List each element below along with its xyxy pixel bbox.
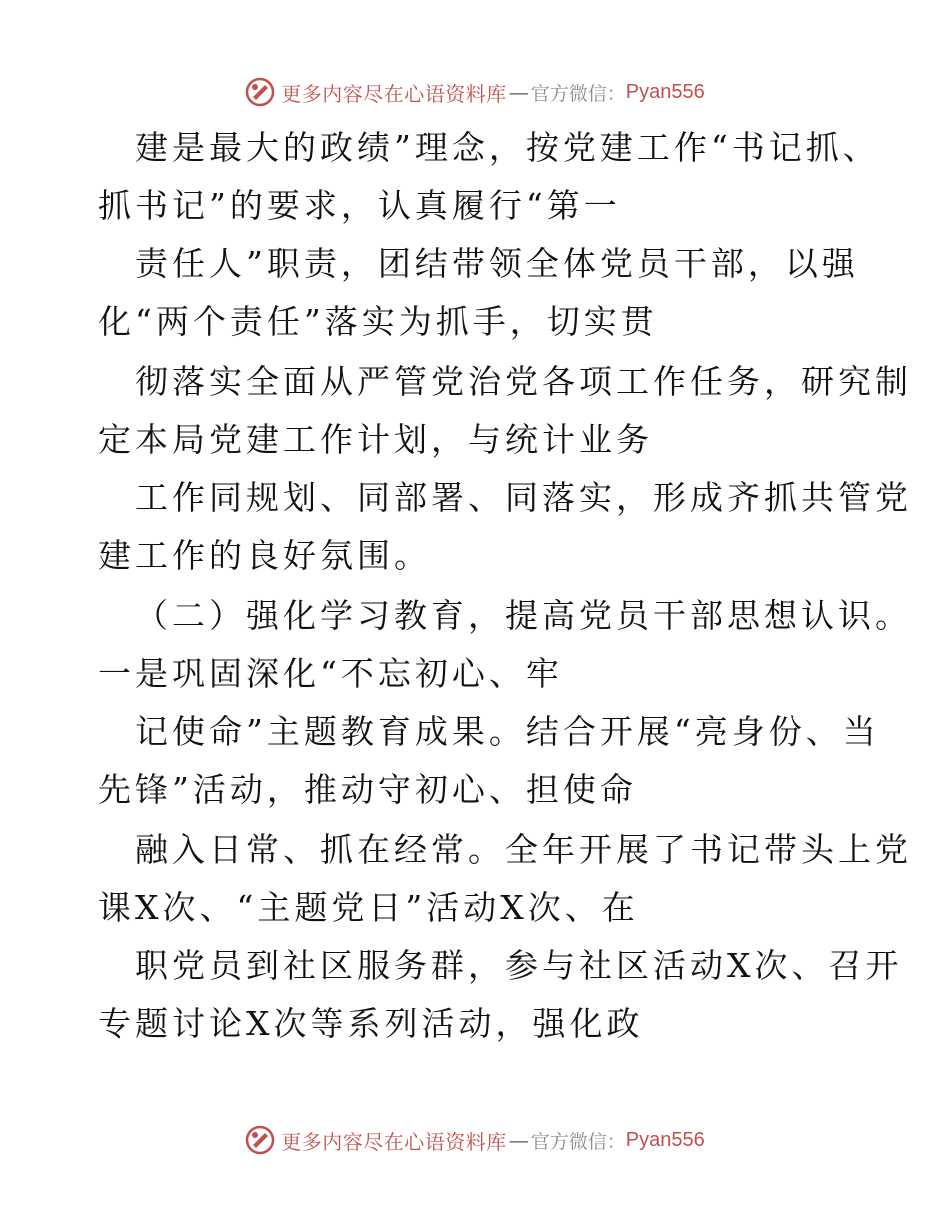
header-watermark bbox=[0, 72, 950, 112]
text-line: 彻落实全面从严管党治党各项工作任务，研究制 bbox=[135, 362, 912, 401]
text-line: 建工作的良好氛围。 bbox=[98, 536, 431, 575]
text-line: 化“两个责任”落实为抓手，切实贯 bbox=[98, 302, 658, 341]
seal-logo-icon bbox=[245, 77, 275, 107]
watermark-id: Pyan556 bbox=[625, 1128, 705, 1151]
section-heading: （二）强化学习教育，提高党员干部思想认识。 bbox=[135, 596, 912, 635]
text-line: 先锋”活动，推动守初心、担使命 bbox=[98, 770, 637, 809]
watermark-id: Pyan556 bbox=[625, 80, 705, 103]
text-line: 课X次、“主题党日”活动X次、在 bbox=[98, 888, 639, 927]
footer-watermark bbox=[0, 1120, 950, 1160]
text-line: 建是最大的政绩”理念，按党建工作“书记抓、 bbox=[135, 128, 880, 167]
text-line: 一是巩固深化“不忘初心、牢 bbox=[98, 654, 563, 693]
text-line: 记使命”主题教育成果。结合开展“亮身份、当 bbox=[135, 712, 880, 751]
text-line: 定本局党建工作计划，与统计业务 bbox=[98, 420, 653, 459]
text-line: 融入日常、抓在经常。全年开展了书记带头上党 bbox=[135, 830, 912, 869]
watermark-label: 官方微信： bbox=[530, 1130, 626, 1153]
watermark-separator: — bbox=[508, 80, 529, 104]
watermark-label: 官方微信： bbox=[530, 82, 626, 105]
watermark-separator: — bbox=[508, 1128, 529, 1152]
text-line: 职党员到社区服务群，参与社区活动X次、召开 bbox=[135, 946, 903, 985]
text-line: 责任人”职责，团结带领全体党员干部，以强 bbox=[135, 244, 859, 283]
text-line: 抓书记”的要求，认真履行“第一 bbox=[98, 186, 621, 225]
watermark-text: 更多内容尽在心语资料库 bbox=[281, 81, 507, 106]
text-line: 专题讨论X次等系列活动，强化政 bbox=[98, 1004, 644, 1043]
watermark-text: 更多内容尽在心语资料库 bbox=[281, 1129, 507, 1154]
seal-logo-icon bbox=[245, 1125, 275, 1155]
text-line: 工作同规划、同部署、同落实，形成齐抓共管党 bbox=[135, 478, 912, 517]
